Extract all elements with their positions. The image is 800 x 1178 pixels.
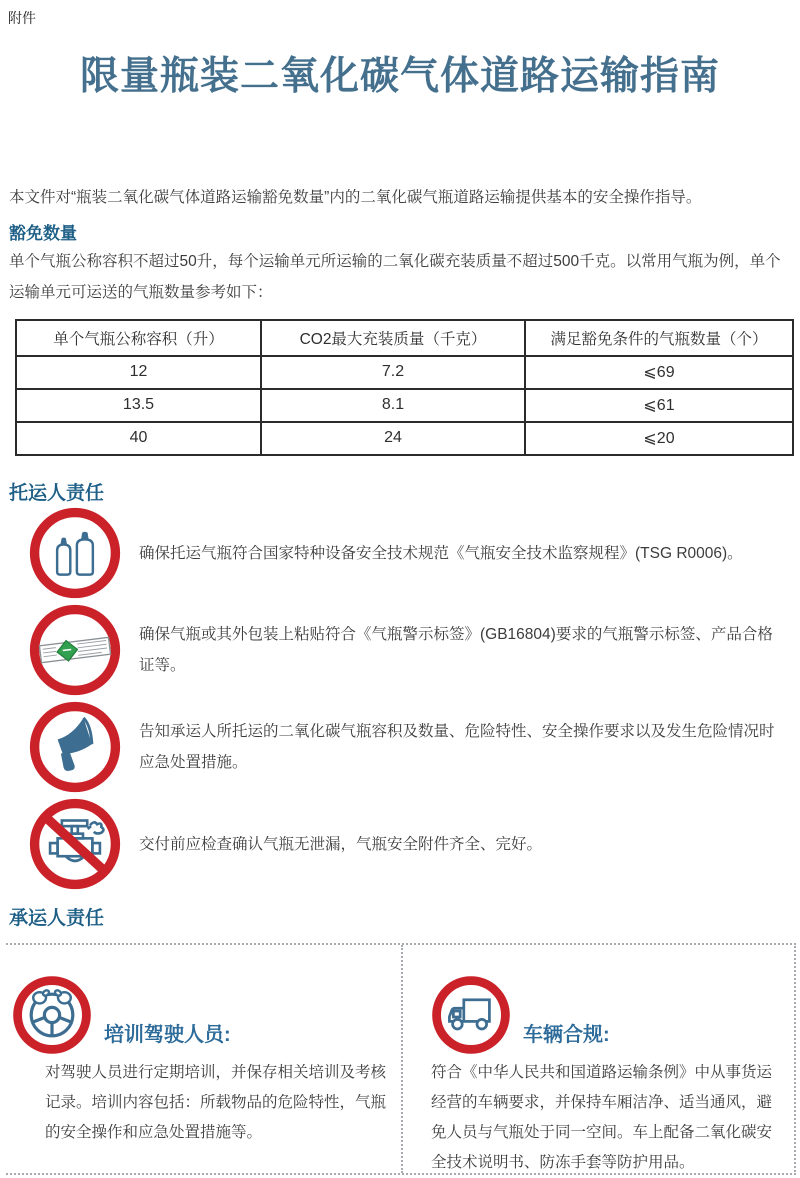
cell-volume: 40 (16, 422, 261, 455)
cell-volume: 12 (16, 356, 261, 389)
shipper-item-text: 交付前应检查确认气瓶无泄漏，气瓶安全附件齐全、完好。 (139, 835, 543, 853)
table-header-row (16, 320, 793, 356)
shipper-item-text: 确保气瓶或其外包装上粘贴符合《气瓶警示标签》(GB16804)要求的气瓶警示标签、产品合格证等。 (139, 626, 773, 675)
shipper-item-inform (0, 699, 800, 796)
intro-paragraph: 本文件对“瓶装二氧化碳气体道路运输豁免数量”内的二氧化碳气瓶道路运输提供基本的安全操作指导。 (9, 188, 702, 206)
gas-cylinders-icon (28, 506, 122, 600)
carrier-section (6, 943, 796, 1175)
steering-wheel-icon (12, 975, 92, 1055)
attachment-label: 附件 (8, 10, 36, 26)
cell-mass: 8.1 (261, 389, 525, 422)
truck-icon (431, 975, 511, 1055)
shipper-item-warning-label (0, 602, 800, 699)
exemption-paragraph: 单个气瓶公称容积不超过50升，每个运输单元所运输的二氧化碳充装质量不超过500千克。以常用气瓶为例，单个运输单元可运送的气瓶数量参考如下： (9, 252, 781, 301)
table-row (16, 389, 793, 422)
cell-count: ⩽61 (525, 389, 793, 422)
cell-count: ⩽69 (525, 356, 793, 389)
shipper-item-text: 确保托运气瓶符合国家特种设备安全技术规范《气瓶安全技术监察规程》(TSG R0006)。 (139, 544, 743, 562)
carrier-card-title: 培训驾驶人员: (104, 1023, 231, 1046)
table-row (16, 422, 793, 455)
page-title: 限量瓶装二氧化碳气体道路运输指南 (79, 55, 720, 98)
cell-mass: 24 (261, 422, 525, 455)
section-heading-exemption: 豁免数量 (9, 223, 77, 243)
cell-mass: 7.2 (261, 356, 525, 389)
cell-volume: 13.5 (16, 389, 261, 422)
section-heading-shipper: 托运人责任 (9, 482, 105, 504)
warning-label-icon (28, 603, 122, 697)
megaphone-icon (28, 700, 122, 794)
carrier-card-driver-training (6, 945, 403, 1173)
shipper-item-text: 告知承运人所托运的二氧化碳气瓶容积及数量、危险特性、安全操作要求以及发生危险情况时应急处置措施。 (139, 723, 775, 772)
no-leak-icon (28, 797, 122, 891)
carrier-card-title: 车辆合规: (523, 1023, 610, 1046)
carrier-card-text: 对驾驶人员进行定期培训，并保存相关培训及考核记录。培训内容包括：所载物品的危险特性，气瓶的安全操作和应急处置措施等。 (45, 1063, 387, 1141)
section-heading-carrier: 承运人责任 (9, 907, 105, 929)
table-header-volume: 单个气瓶公称容积（升） (16, 320, 261, 356)
table-header-mass: CO2最大充装质量（千克） (261, 320, 525, 356)
carrier-card-vehicle-compliance (403, 945, 794, 1173)
table-header-count: 满足豁免条件的气瓶数量（个） (525, 320, 793, 356)
table-row (16, 356, 793, 389)
exemption-table (15, 319, 794, 456)
shipper-item-no-leak (0, 796, 800, 893)
shipper-item-cylinders (0, 505, 800, 602)
carrier-card-text: 符合《中华人民共和国道路运输条例》中从事货运经营的车辆要求，并保持车厢洁净、适当通风，避免人员与气瓶处于同一空间。车上配备二氧化碳安全技术说明书、防冻手套等防护用品。 (431, 1063, 773, 1171)
cell-count: ⩽20 (525, 422, 793, 455)
